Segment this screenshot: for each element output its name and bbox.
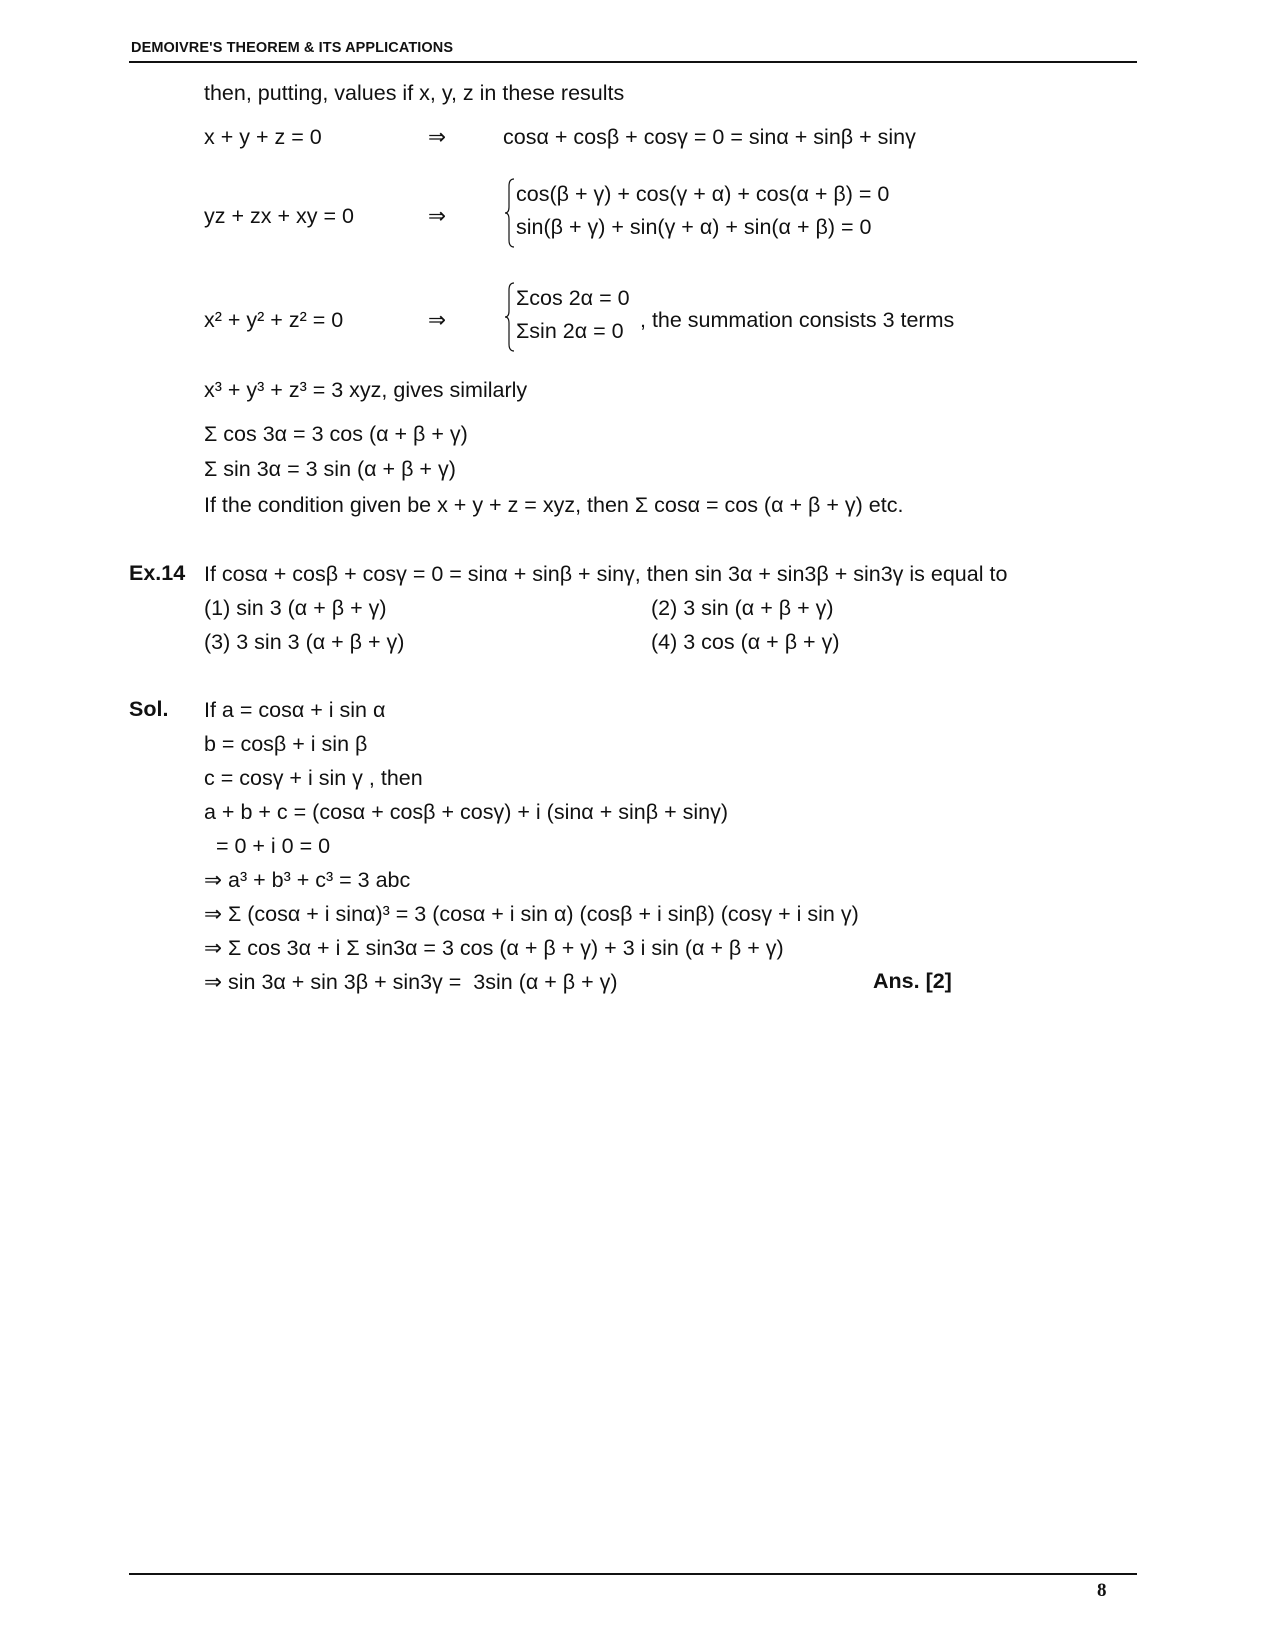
solution-line: ⇒ a³ + b³ + c³ = 3 abc: [204, 868, 411, 892]
intro-line: then, putting, values if x, y, z in these results: [204, 81, 625, 105]
cubic-result-sin: Σ sin 3α = 3 sin (α + β + γ): [204, 457, 456, 481]
option-3: (3) 3 sin 3 (α + β + γ): [204, 630, 405, 654]
left-brace-icon: [505, 282, 515, 352]
cubic-result-cos: Σ cos 3α = 3 cos (α + β + γ): [204, 422, 468, 446]
implies-arrow: ⇒: [428, 308, 447, 332]
solution-line: a + b + c = (cosα + cosβ + cosγ) + i (sinα + sinβ + sinγ): [204, 800, 728, 824]
result-sin-pairs: sin(β + γ) + sin(γ + α) + sin(α + β) = 0: [516, 215, 872, 239]
implies-arrow: ⇒: [428, 204, 447, 228]
left-brace-icon: [505, 178, 515, 248]
condition-sum-zero: x + y + z = 0: [204, 125, 322, 149]
footer-rule: [129, 1573, 1137, 1575]
example-label: Ex.14: [129, 561, 186, 585]
running-header-title: DEMOIVRE'S THEOREM & ITS APPLICATIONS: [131, 40, 454, 56]
implies-arrow: ⇒: [428, 125, 447, 149]
brace-system: [505, 282, 635, 352]
solution-line: = 0 + i 0 = 0: [204, 834, 331, 858]
solution-line: ⇒ Σ cos 3α + i Σ sin3α = 3 cos (α + β + γ) + 3 i sin (α + β + γ): [204, 936, 784, 960]
result-sigma-cos2: Σcos 2α = 0: [516, 286, 630, 310]
result-sigma-sin2: Σsin 2α = 0: [516, 319, 624, 343]
condition-squares-zero: x² + y² + z² = 0: [204, 308, 344, 332]
cubic-condition: x³ + y³ + z³ = 3 xyz, gives similarly: [204, 378, 528, 402]
solution-line: ⇒ sin 3α + sin 3β + sin3γ = 3sin (α + β + γ): [204, 970, 618, 994]
option-2: (2) 3 sin (α + β + γ): [651, 596, 834, 620]
solution-line: c = cosγ + i sin γ , then: [204, 766, 423, 790]
example-question: If cosα + cosβ + cosγ = 0 = sinα + sinβ + sinγ, then sin 3α + sin3β + sin3γ is equal to: [204, 562, 1008, 586]
result-cos-pairs: cos(β + γ) + cos(γ + α) + cos(α + β) = 0: [516, 182, 890, 206]
option-1: (1) sin 3 (α + β + γ): [204, 596, 387, 620]
summation-note: , the summation consists 3 terms: [640, 308, 955, 332]
solution-label: Sol.: [129, 697, 169, 721]
brace-system: [505, 178, 925, 248]
solution-line: If a = cosα + i sin α: [204, 698, 386, 722]
page-number: 8: [1097, 1580, 1107, 1601]
condition-note: If the condition given be x + y + z = xyz, then Σ cosα = cos (α + β + γ) etc.: [204, 493, 904, 517]
solution-line: ⇒ Σ (cosα + i sinα)³ = 3 (cosα + i sin α) (cosβ + i sinβ) (cosγ + i sin γ): [204, 902, 859, 926]
solution-line: b = cosβ + i sin β: [204, 732, 368, 756]
condition-product-sum-zero: yz + zx + xy = 0: [204, 204, 354, 228]
result-sum-zero: cosα + cosβ + cosγ = 0 = sinα + sinβ + sinγ: [503, 125, 916, 149]
header-rule: [129, 61, 1137, 63]
option-4: (4) 3 cos (α + β + γ): [651, 630, 840, 654]
answer-label: Ans. [2]: [873, 969, 952, 993]
